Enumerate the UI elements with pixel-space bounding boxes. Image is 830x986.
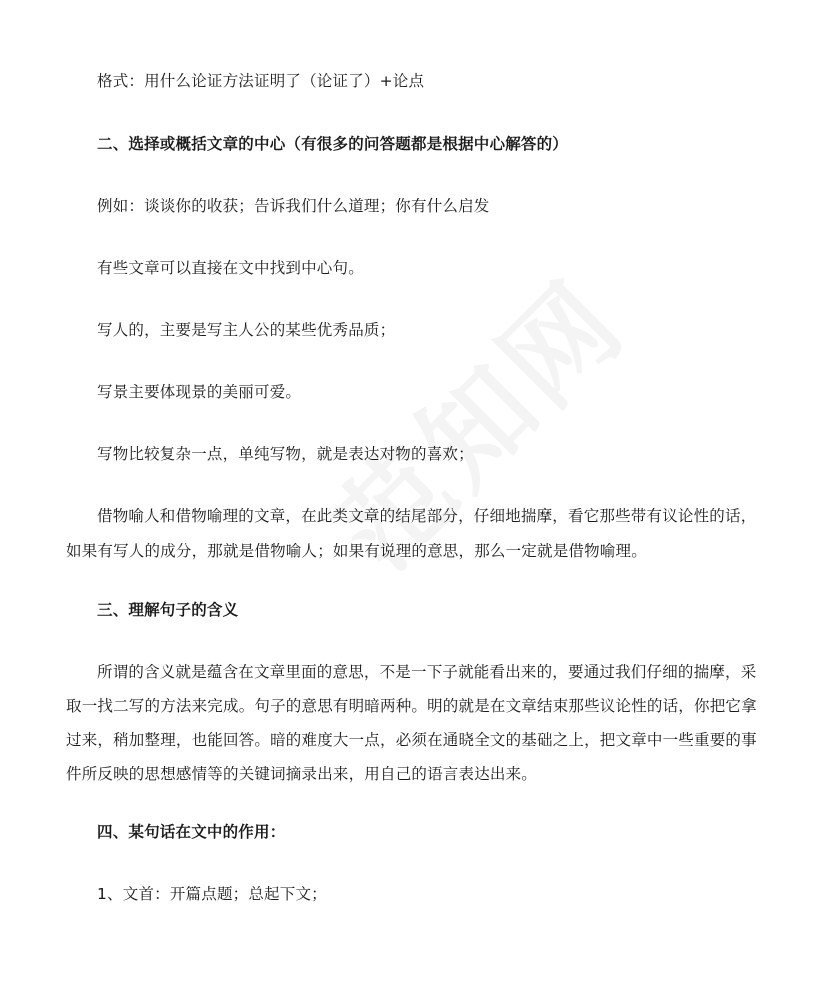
meaning-paragraph-row-2: 取一找二写的方法来完成。句子的意思有明暗两种。明的就是在文章结束那些议论性的话，你把它拿 [66,697,757,715]
scenery-line: 写景主要体现景的美丽可爱。 [97,383,302,401]
section-heading-2: 二、选择或概括文章的中心（有很多的问答题都是根据中心解答的） [97,135,569,153]
list-item-1: 1、文首：开篇点题；总起下文； [97,885,327,903]
meaning-paragraph-row-1: 所谓的含义就是蕴含在文章里面的意思，不是一下子就能看出来的，要通过我们仔细的揣摩，采 [97,663,757,681]
section-heading-3: 三、理解句子的含义 [97,601,239,619]
example-line: 例如：谈谈你的收获；告诉我们什么道理；你有什么启发 [97,197,490,215]
center-sentence-line: 有些文章可以直接在文中找到中心句。 [97,259,364,277]
borrow-paragraph-row-1: 借物喻人和借物喻理的文章，在此类文章的结尾部分，仔细地揣摩，看它那些带有议论性的话， [97,507,757,525]
objects-line: 写物比较复杂一点，单纯写物，就是表达对物的喜欢； [97,445,474,463]
meaning-paragraph-row-3: 过来，稍加整理，也能回答。暗的难度大一点，必须在通晓全文的基础之上，把文章中一些重要的事 [66,731,757,749]
borrow-paragraph-row-2: 如果有写人的成分，那就是借物喻人；如果有说理的意思，那么一定就是借物喻理。 [66,542,647,560]
meaning-paragraph-row-4: 件所反映的思想感情等的关键词摘录出来，用自己的语言表达出来。 [66,765,538,783]
people-line: 写人的，主要是写主人公的某些优秀品质； [97,321,396,339]
format-line: 格式：用什么论证方法证明了（论证了）+论点 [97,72,425,90]
section-heading-4: 四、某句话在文中的作用： [97,823,286,841]
